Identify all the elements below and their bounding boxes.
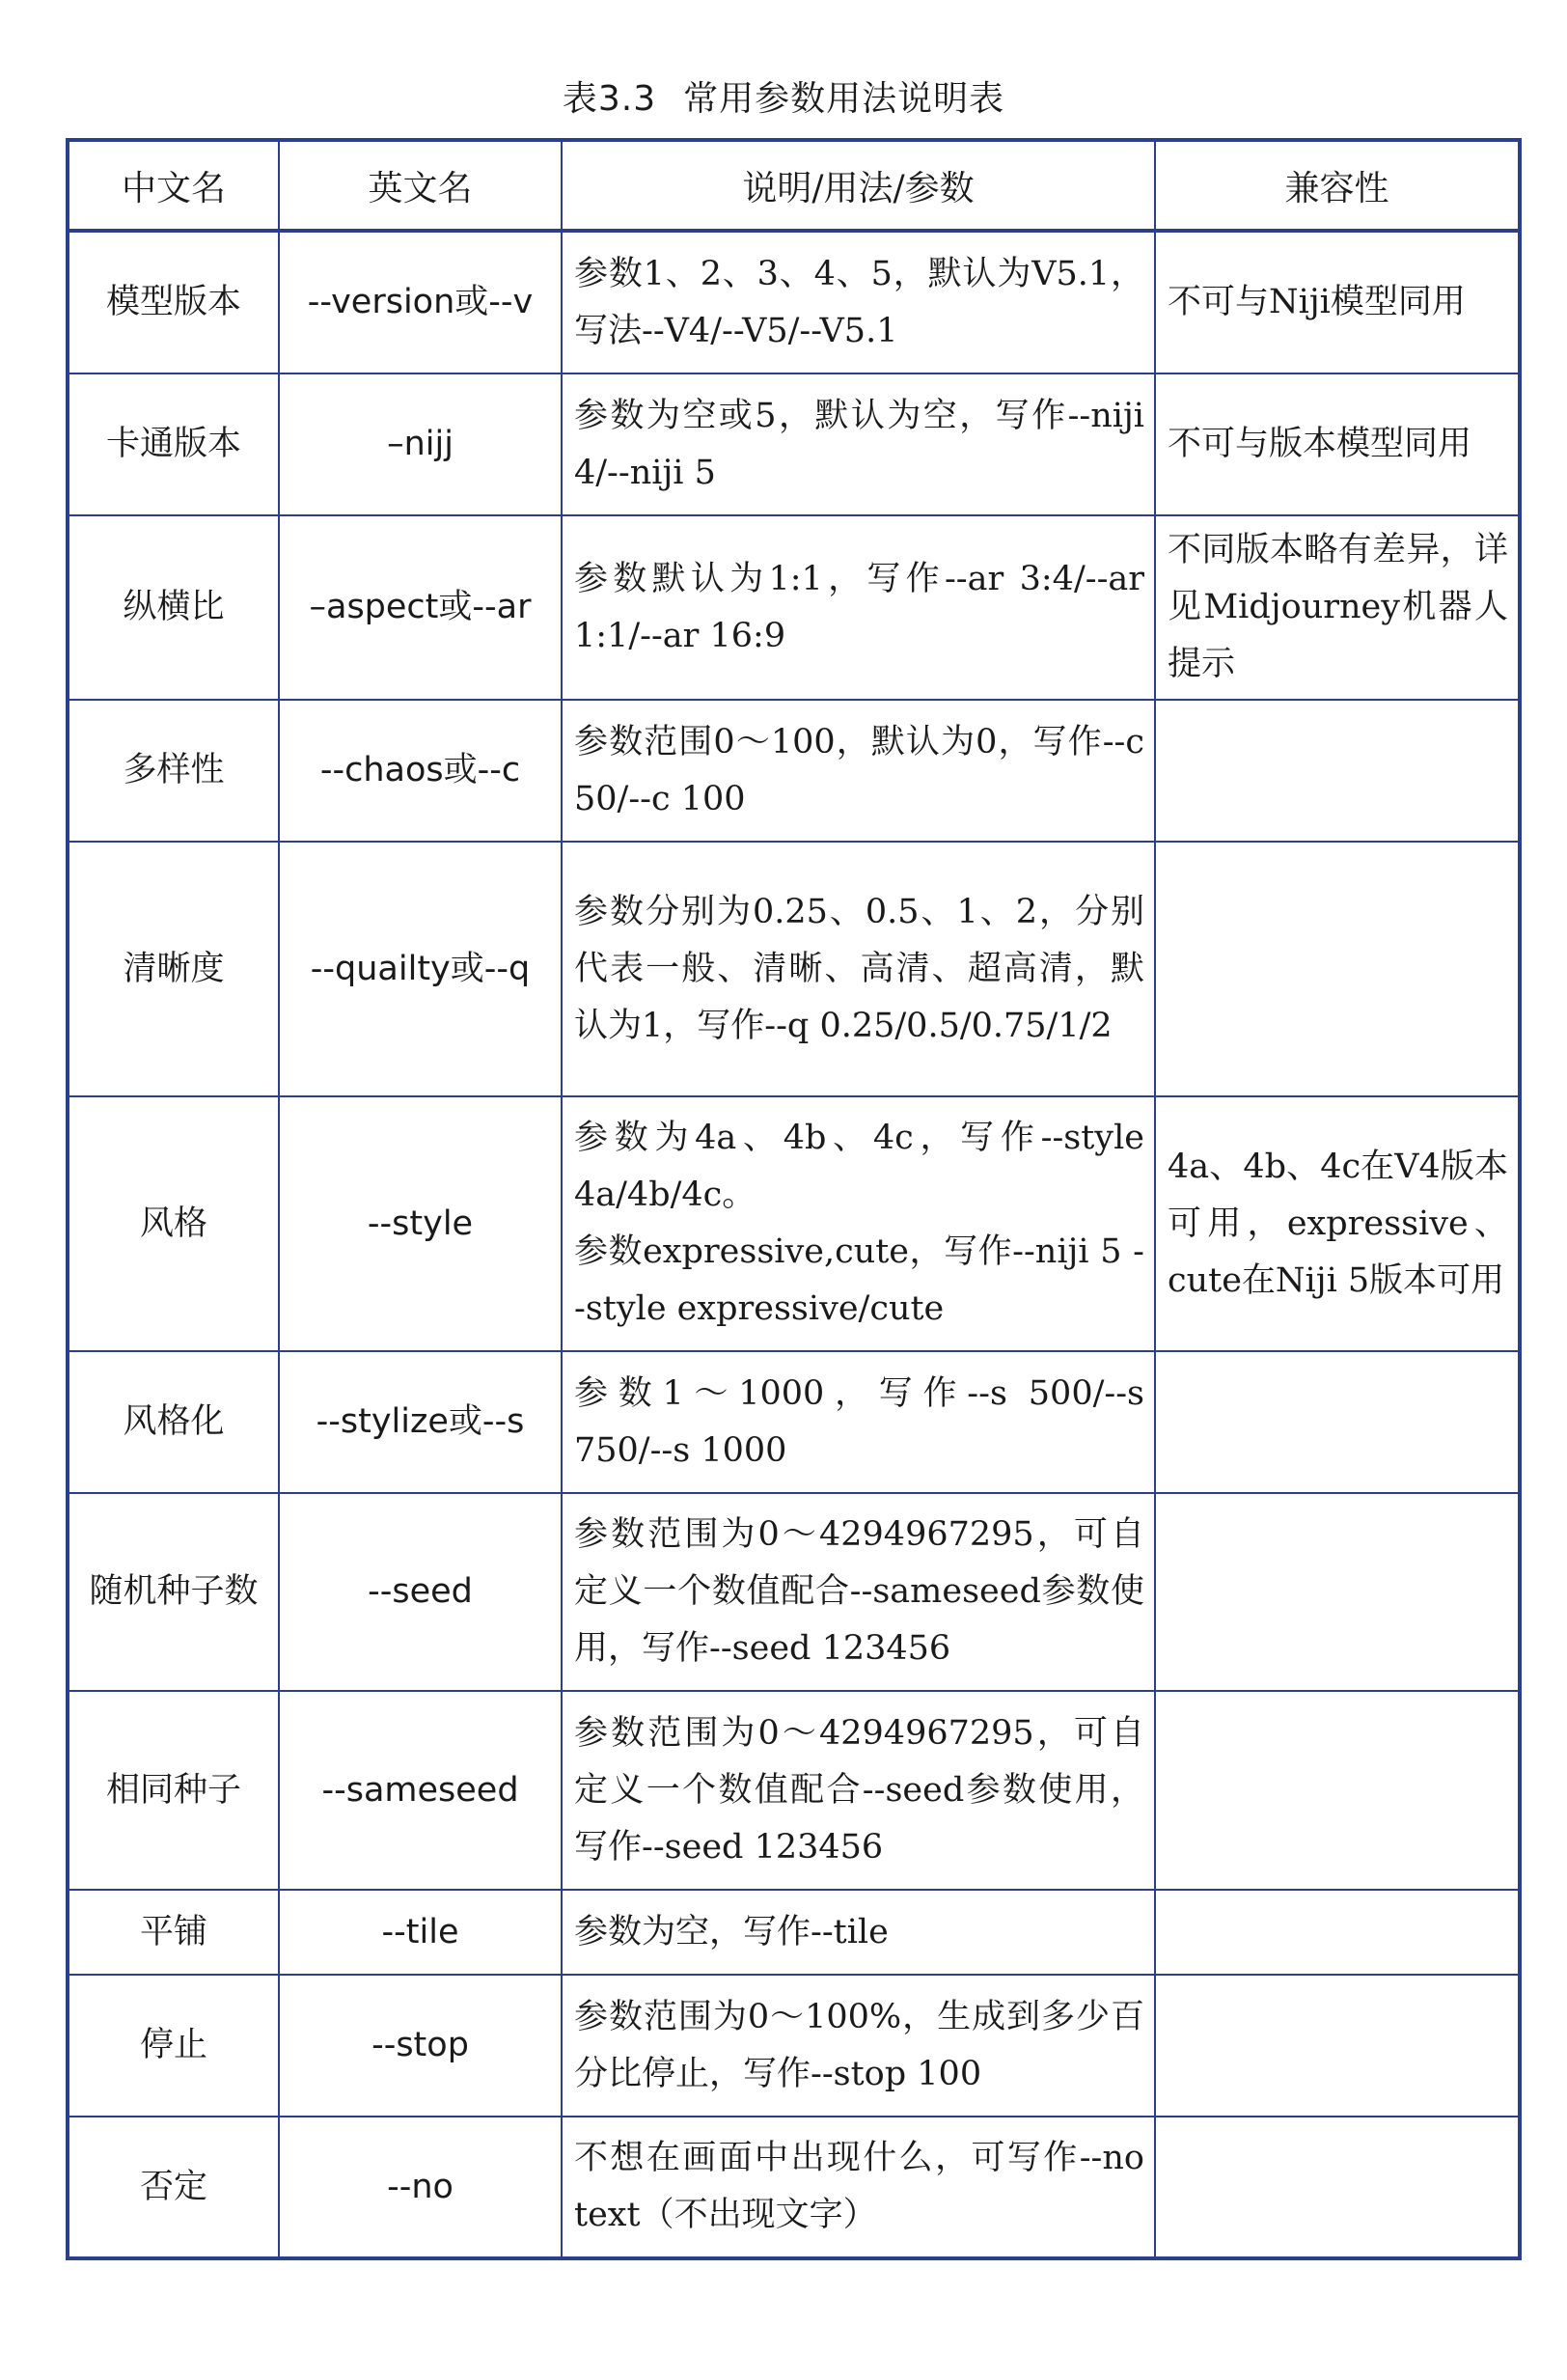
- cell-chinese-name: 清晰度: [68, 842, 279, 1096]
- cell-compatibility: 不可与版本模型同用: [1155, 374, 1520, 515]
- cell-chinese-name: 模型版本: [68, 231, 279, 374]
- table-number: 表3.3: [562, 79, 657, 119]
- header-compatibility: 兼容性: [1155, 140, 1520, 231]
- cell-chinese-name: 平铺: [68, 1890, 279, 1975]
- header-row: [68, 140, 1520, 231]
- cell-compatibility: [1155, 1975, 1520, 2117]
- cell-chinese-name: 停止: [68, 1975, 279, 2117]
- table-row: [68, 1493, 1520, 1691]
- cell-description: 参数范围为0～4294967295，可自定义一个数值配合--sameseed参数使用，写作--seed 123456: [562, 1493, 1155, 1691]
- cell-english-name: --chaos或--c: [279, 700, 562, 842]
- cell-compatibility: [1155, 842, 1520, 1096]
- cell-compatibility: 不同版本略有差异，详见Midjourney机器人提示: [1155, 515, 1520, 700]
- header-english-name: 英文名: [279, 140, 562, 231]
- table-row: [68, 1096, 1520, 1351]
- cell-description: 参数分别为0.25、0.5、1、2，分别代表一般、清晰、高清、超高清，默认为1，写作--q 0.25/0.5/0.75/1/2: [562, 842, 1155, 1096]
- table-row: [68, 515, 1520, 700]
- cell-compatibility: 不可与Niji模型同用: [1155, 231, 1520, 374]
- parameter-table: [66, 138, 1522, 2260]
- cell-chinese-name: 卡通版本: [68, 374, 279, 515]
- cell-english-name: --sameseed: [279, 1691, 562, 1890]
- table-row: [68, 1890, 1520, 1975]
- cell-compatibility: [1155, 700, 1520, 842]
- cell-description: 参数为空或5，默认为空，写作--niji 4/--niji 5: [562, 374, 1155, 515]
- table-caption: [0, 71, 1567, 121]
- table-row: [68, 1975, 1520, 2117]
- table-row: [68, 231, 1520, 374]
- cell-description: 参数范围为0～4294967295，可自定义一个数值配合--seed参数使用，写作--seed 123456: [562, 1691, 1155, 1890]
- header-chinese-name: 中文名: [68, 140, 279, 231]
- cell-english-name: --no: [279, 2117, 562, 2258]
- cell-chinese-name: 风格: [68, 1096, 279, 1351]
- cell-chinese-name: 多样性: [68, 700, 279, 842]
- cell-english-name: –nijj: [279, 374, 562, 515]
- cell-chinese-name: 随机种子数: [68, 1493, 279, 1691]
- table-row: [68, 2117, 1520, 2258]
- cell-english-name: --style: [279, 1096, 562, 1351]
- cell-description: 参数范围0～100，默认为0，写作--c 50/--c 100: [562, 700, 1155, 842]
- cell-chinese-name: 风格化: [68, 1351, 279, 1493]
- table-row: [68, 700, 1520, 842]
- cell-description: 参数1、2、3、4、5，默认为V5.1，写法--V4/--V5/--V5.1: [562, 231, 1155, 374]
- cell-english-name: --tile: [279, 1890, 562, 1975]
- cell-compatibility: [1155, 2117, 1520, 2258]
- cell-description: 参数为4a、4b、4c，写作--style 4a/4b/4c。 参数expressive,cute，写作--niji 5 --style expressive/cute: [562, 1096, 1155, 1351]
- cell-compatibility: [1155, 1493, 1520, 1691]
- cell-english-name: --quailty或--q: [279, 842, 562, 1096]
- cell-english-name: --seed: [279, 1493, 562, 1691]
- cell-english-name: –aspect或--ar: [279, 515, 562, 700]
- header-description: 说明/用法/参数: [562, 140, 1155, 231]
- table-row: [68, 842, 1520, 1096]
- cell-compatibility: 4a、4b、4c在V4版本可用，expressive、cute在Niji 5版本可用: [1155, 1096, 1520, 1351]
- cell-chinese-name: 否定: [68, 2117, 279, 2258]
- cell-compatibility: [1155, 1691, 1520, 1890]
- cell-english-name: --stop: [279, 1975, 562, 2117]
- cell-english-name: --stylize或--s: [279, 1351, 562, 1493]
- cell-description: 参数默认为1:1，写作--ar 3:4/--ar 1:1/--ar 16:9: [562, 515, 1155, 700]
- table-row: [68, 1351, 1520, 1493]
- table-row: [68, 1691, 1520, 1890]
- cell-compatibility: [1155, 1351, 1520, 1493]
- cell-compatibility: [1155, 1890, 1520, 1975]
- table-row: [68, 374, 1520, 515]
- cell-description: 参数为空，写作--tile: [562, 1890, 1155, 1975]
- cell-description: 参数范围为0～100%，生成到多少百分比停止，写作--stop 100: [562, 1975, 1155, 2117]
- cell-description: 不想在画面中出现什么，可写作--no text（不出现文字）: [562, 2117, 1155, 2258]
- cell-chinese-name: 相同种子: [68, 1691, 279, 1890]
- cell-english-name: --version或--v: [279, 231, 562, 374]
- cell-chinese-name: 纵横比: [68, 515, 279, 700]
- table-title: 常用参数用法说明表: [683, 79, 1005, 119]
- cell-description: 参数1～1000，写作--s 500/--s 750/--s 1000: [562, 1351, 1155, 1493]
